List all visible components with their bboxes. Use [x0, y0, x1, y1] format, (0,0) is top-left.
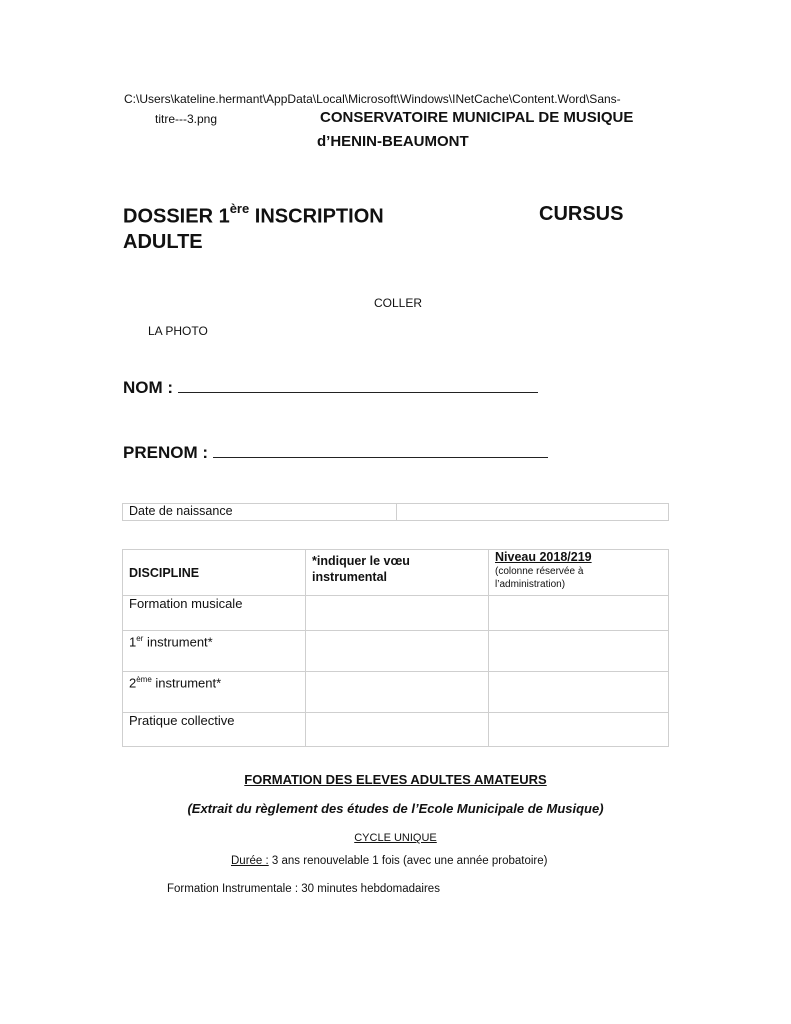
label-sup: er — [136, 634, 144, 643]
discipline-label: Pratique collective — [123, 713, 306, 747]
table-row — [123, 504, 669, 521]
niveau-note: (colonne réservée à l’administration) — [495, 566, 584, 590]
label-num: 2 — [129, 675, 137, 691]
duree-label: Durée : — [231, 855, 269, 867]
prenom-label: PRENOM : — [123, 443, 213, 462]
discipline-label — [123, 672, 306, 713]
institution-city: d’HENIN-BEAUMONT — [317, 133, 469, 150]
table-row — [123, 672, 669, 713]
nom-field[interactable] — [123, 378, 538, 398]
image-path-text-cont: titre---3.png — [155, 112, 218, 126]
title-adulte: ADULTE — [123, 231, 203, 253]
voeu-cell[interactable] — [306, 713, 489, 747]
label-rest: instrument* — [143, 634, 213, 650]
cycle-heading: CYCLE UNIQUE — [354, 832, 437, 844]
date-naissance-input[interactable] — [397, 504, 669, 521]
niveau-cell[interactable] — [489, 713, 669, 747]
table-row — [123, 631, 669, 672]
nom-input-line[interactable] — [178, 378, 538, 393]
institution-name: CONSERVATOIRE MUNICIPAL DE MUSIQUE — [320, 109, 634, 126]
section-title: FORMATION DES ELEVES ADULTES AMATEURS — [244, 772, 547, 787]
table-row — [123, 713, 669, 747]
voeu-cell[interactable] — [306, 596, 489, 631]
formation-instrumentale-text: Formation Instrumentale : 30 minutes hebdomadaires — [167, 883, 440, 895]
niveau-title: Niveau 2018/219 — [495, 550, 592, 564]
section-subtitle: (Extrait du règlement des études de l’Ecole Municipale de Musique) — [187, 801, 604, 816]
niveau-cell[interactable] — [489, 631, 669, 672]
discipline-label — [123, 631, 306, 672]
niveau-cell[interactable] — [489, 672, 669, 713]
voeu-cell[interactable] — [306, 672, 489, 713]
image-path-text: C:\Users\kateline.hermant\AppData\Local\Microsoft\Windows\INetCache\Content.Word\Sans- — [124, 92, 621, 106]
header-niveau — [489, 550, 669, 596]
niveau-cell[interactable] — [489, 596, 669, 631]
table-header-row — [123, 550, 669, 596]
document-title — [123, 203, 384, 229]
duree-value: 3 ans renouvelable 1 fois (avec une année probatoire) — [268, 855, 548, 867]
header-discipline: DISCIPLINE — [123, 550, 306, 596]
discipline-label: Formation musicale — [123, 596, 306, 631]
voeu-cell[interactable] — [306, 631, 489, 672]
discipline-table — [122, 549, 669, 747]
photo-placeholder-la-photo: LA PHOTO — [148, 324, 208, 338]
title-superscript: ère — [229, 201, 250, 216]
title-dossier: DOSSIER 1 — [123, 205, 230, 228]
date-naissance-table — [122, 503, 669, 521]
title-inscription: INSCRIPTION — [249, 205, 384, 228]
prenom-input-line[interactable] — [213, 443, 548, 458]
label-rest: instrument* — [151, 675, 222, 691]
label-num: 1 — [129, 634, 137, 650]
photo-placeholder-coller: COLLER — [374, 296, 423, 310]
nom-label: NOM : — [123, 378, 178, 397]
header-voeu: *indiquer le vœu instrumental — [306, 550, 489, 596]
duree-text — [231, 855, 547, 867]
date-naissance-label: Date de naissance — [123, 504, 397, 521]
title-cursus: CURSUS — [539, 203, 624, 225]
label-sup: ème — [136, 675, 152, 684]
table-row — [123, 596, 669, 631]
prenom-field[interactable] — [123, 443, 548, 463]
